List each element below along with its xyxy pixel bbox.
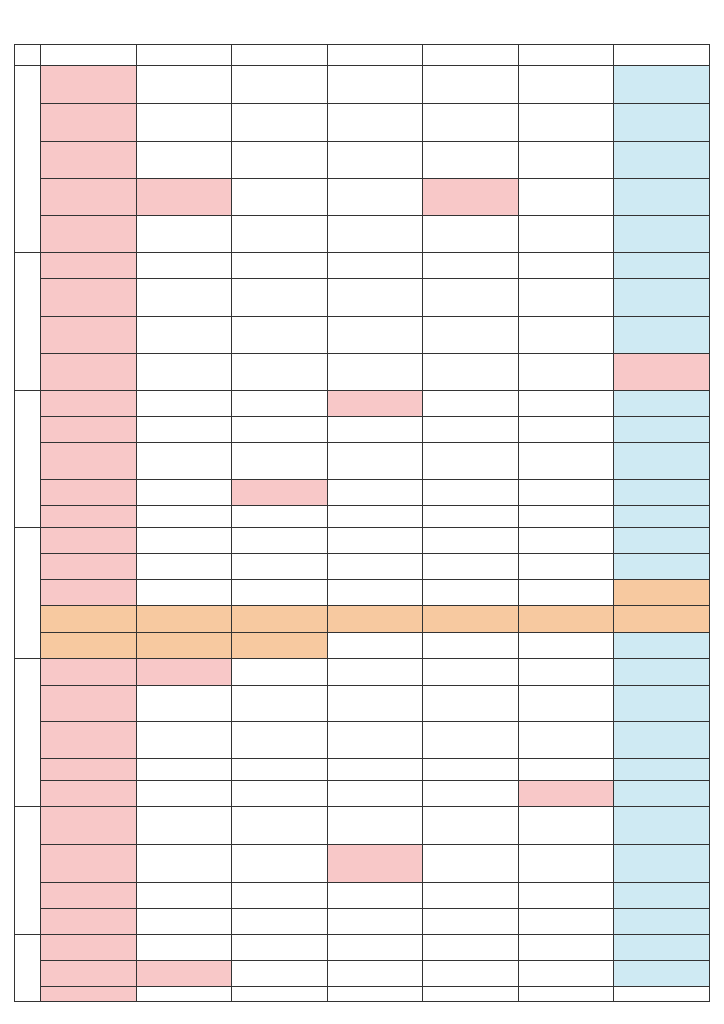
day-cell — [518, 722, 614, 759]
week-row — [15, 633, 710, 659]
day-cell — [232, 216, 328, 253]
day-cell — [518, 579, 614, 605]
day-cell — [232, 605, 328, 632]
day-cell — [327, 142, 423, 179]
day-cell — [423, 633, 519, 659]
day-cell — [518, 780, 614, 806]
day-cell — [423, 605, 519, 632]
week-row — [15, 605, 710, 632]
day-cell — [136, 317, 232, 354]
day-cell — [423, 759, 519, 780]
week-row — [15, 659, 710, 685]
day-cell — [232, 416, 328, 442]
day-cell — [614, 553, 710, 579]
day-cell — [614, 579, 710, 605]
day-cell — [518, 354, 614, 391]
day-cell — [614, 685, 710, 722]
day-cell — [614, 987, 710, 1002]
day-cell — [136, 527, 232, 553]
day-cell — [136, 579, 232, 605]
day-cell — [232, 987, 328, 1002]
corner-cell — [15, 45, 41, 66]
day-cell — [518, 633, 614, 659]
week-row — [15, 579, 710, 605]
day-cell — [41, 961, 137, 987]
day-cell — [614, 506, 710, 527]
day-cell — [232, 317, 328, 354]
weekday-header — [423, 45, 519, 66]
day-cell — [232, 882, 328, 908]
day-cell — [423, 66, 519, 104]
week-row — [15, 216, 710, 253]
day-cell — [614, 354, 710, 391]
day-cell — [614, 605, 710, 632]
day-cell — [136, 633, 232, 659]
day-cell — [614, 722, 710, 759]
day-cell — [136, 479, 232, 505]
day-cell — [327, 527, 423, 553]
day-cell — [518, 553, 614, 579]
day-cell — [518, 390, 614, 416]
day-cell — [136, 416, 232, 442]
day-cell — [232, 633, 328, 659]
day-cell — [232, 685, 328, 722]
day-cell — [423, 354, 519, 391]
day-cell — [232, 66, 328, 104]
day-cell — [327, 722, 423, 759]
day-cell — [423, 579, 519, 605]
day-cell — [423, 908, 519, 934]
week-row — [15, 252, 710, 278]
day-cell — [327, 252, 423, 278]
day-cell — [327, 104, 423, 142]
day-cell — [423, 279, 519, 317]
week-row — [15, 722, 710, 759]
week-row — [15, 780, 710, 806]
day-cell — [327, 987, 423, 1002]
day-cell — [41, 908, 137, 934]
week-row — [15, 66, 710, 104]
day-cell — [41, 354, 137, 391]
weekday-header — [327, 45, 423, 66]
day-cell — [232, 579, 328, 605]
month-label — [15, 252, 41, 390]
month-label — [15, 935, 41, 1002]
day-cell — [423, 142, 519, 179]
day-cell — [136, 908, 232, 934]
day-cell — [423, 527, 519, 553]
weekday-header — [614, 45, 710, 66]
day-cell — [327, 66, 423, 104]
day-cell — [327, 479, 423, 505]
day-cell — [327, 882, 423, 908]
day-cell — [423, 553, 519, 579]
day-cell — [136, 443, 232, 480]
day-cell — [518, 844, 614, 882]
day-cell — [518, 179, 614, 216]
day-cell — [232, 780, 328, 806]
day-cell — [614, 252, 710, 278]
week-row — [15, 416, 710, 442]
weekday-header — [518, 45, 614, 66]
week-row — [15, 279, 710, 317]
day-cell — [423, 659, 519, 685]
week-row — [15, 908, 710, 934]
day-cell — [614, 806, 710, 844]
day-cell — [232, 553, 328, 579]
day-cell — [136, 216, 232, 253]
day-cell — [41, 605, 137, 632]
day-cell — [518, 216, 614, 253]
week-row — [15, 479, 710, 505]
day-cell — [41, 104, 137, 142]
week-row — [15, 506, 710, 527]
month-label — [15, 390, 41, 527]
week-row — [15, 553, 710, 579]
day-cell — [136, 659, 232, 685]
day-cell — [41, 882, 137, 908]
day-cell — [327, 579, 423, 605]
week-row — [15, 104, 710, 142]
day-cell — [614, 279, 710, 317]
day-cell — [327, 179, 423, 216]
day-cell — [614, 142, 710, 179]
day-cell — [614, 216, 710, 253]
day-cell — [41, 844, 137, 882]
day-cell — [136, 780, 232, 806]
day-cell — [614, 780, 710, 806]
week-row — [15, 390, 710, 416]
day-cell — [41, 759, 137, 780]
day-cell — [232, 279, 328, 317]
day-cell — [41, 317, 137, 354]
day-cell — [614, 104, 710, 142]
day-cell — [423, 390, 519, 416]
day-cell — [518, 961, 614, 987]
day-cell — [614, 844, 710, 882]
day-cell — [41, 806, 137, 844]
day-cell — [423, 179, 519, 216]
day-cell — [518, 443, 614, 480]
day-cell — [327, 685, 423, 722]
day-cell — [518, 66, 614, 104]
week-row — [15, 142, 710, 179]
day-cell — [41, 685, 137, 722]
day-cell — [41, 252, 137, 278]
day-cell — [41, 66, 137, 104]
day-cell — [614, 179, 710, 216]
week-row — [15, 961, 710, 987]
weekday-header — [136, 45, 232, 66]
day-cell — [327, 553, 423, 579]
day-cell — [136, 806, 232, 844]
day-cell — [327, 317, 423, 354]
day-cell — [423, 935, 519, 961]
day-cell — [41, 179, 137, 216]
day-cell — [423, 961, 519, 987]
day-cell — [614, 633, 710, 659]
day-cell — [423, 506, 519, 527]
day-cell — [518, 142, 614, 179]
day-cell — [423, 780, 519, 806]
day-cell — [327, 908, 423, 934]
day-cell — [614, 66, 710, 104]
week-row — [15, 354, 710, 391]
day-cell — [614, 527, 710, 553]
day-cell — [518, 104, 614, 142]
day-cell — [518, 605, 614, 632]
day-cell — [518, 806, 614, 844]
day-cell — [327, 759, 423, 780]
day-cell — [41, 142, 137, 179]
day-cell — [232, 806, 328, 844]
day-cell — [41, 506, 137, 527]
day-cell — [518, 279, 614, 317]
day-cell — [232, 390, 328, 416]
day-cell — [518, 252, 614, 278]
day-cell — [232, 142, 328, 179]
day-cell — [136, 354, 232, 391]
day-cell — [518, 416, 614, 442]
day-cell — [136, 104, 232, 142]
day-cell — [232, 935, 328, 961]
day-cell — [232, 443, 328, 480]
day-cell — [423, 844, 519, 882]
day-cell — [41, 987, 137, 1002]
day-cell — [518, 685, 614, 722]
day-cell — [614, 935, 710, 961]
day-cell — [327, 506, 423, 527]
day-cell — [136, 882, 232, 908]
day-cell — [423, 104, 519, 142]
week-row — [15, 987, 710, 1002]
week-row — [15, 935, 710, 961]
day-cell — [423, 685, 519, 722]
day-cell — [327, 416, 423, 442]
day-cell — [41, 780, 137, 806]
day-cell — [232, 759, 328, 780]
weekday-header — [41, 45, 137, 66]
day-cell — [327, 279, 423, 317]
week-row — [15, 527, 710, 553]
day-cell — [41, 935, 137, 961]
day-cell — [423, 479, 519, 505]
day-cell — [423, 252, 519, 278]
day-cell — [41, 216, 137, 253]
day-cell — [423, 722, 519, 759]
week-row — [15, 179, 710, 216]
day-cell — [232, 844, 328, 882]
day-cell — [136, 935, 232, 961]
day-cell — [41, 443, 137, 480]
day-cell — [518, 935, 614, 961]
month-label — [15, 527, 41, 659]
day-cell — [423, 806, 519, 844]
day-cell — [41, 722, 137, 759]
week-row — [15, 882, 710, 908]
day-cell — [41, 416, 137, 442]
day-cell — [232, 527, 328, 553]
week-row — [15, 685, 710, 722]
day-cell — [136, 179, 232, 216]
day-cell — [41, 279, 137, 317]
day-cell — [518, 506, 614, 527]
day-cell — [327, 633, 423, 659]
day-cell — [232, 179, 328, 216]
day-cell — [518, 882, 614, 908]
day-cell — [327, 961, 423, 987]
day-cell — [327, 935, 423, 961]
day-cell — [327, 780, 423, 806]
day-cell — [136, 685, 232, 722]
weekday-header — [232, 45, 328, 66]
day-cell — [136, 252, 232, 278]
day-cell — [327, 659, 423, 685]
day-cell — [232, 908, 328, 934]
day-cell — [614, 659, 710, 685]
day-cell — [136, 605, 232, 632]
week-row — [15, 806, 710, 844]
day-cell — [423, 317, 519, 354]
day-cell — [136, 66, 232, 104]
day-cell — [232, 722, 328, 759]
week-row — [15, 443, 710, 480]
day-cell — [232, 961, 328, 987]
day-cell — [327, 443, 423, 480]
day-cell — [518, 759, 614, 780]
day-cell — [41, 553, 137, 579]
day-cell — [232, 659, 328, 685]
week-row — [15, 844, 710, 882]
day-cell — [614, 759, 710, 780]
day-cell — [518, 317, 614, 354]
day-cell — [614, 390, 710, 416]
day-cell — [136, 553, 232, 579]
day-cell — [136, 844, 232, 882]
day-cell — [423, 882, 519, 908]
day-cell — [136, 759, 232, 780]
day-cell — [614, 908, 710, 934]
day-cell — [136, 506, 232, 527]
month-label — [15, 66, 41, 253]
day-cell — [327, 844, 423, 882]
day-cell — [614, 416, 710, 442]
week-row — [15, 759, 710, 780]
day-cell — [327, 806, 423, 844]
day-cell — [423, 987, 519, 1002]
day-cell — [232, 104, 328, 142]
day-cell — [327, 216, 423, 253]
day-cell — [41, 579, 137, 605]
calendar-table — [14, 44, 710, 1002]
month-label — [15, 806, 41, 934]
day-cell — [232, 252, 328, 278]
calendar-table-container — [14, 44, 710, 1002]
day-cell — [232, 506, 328, 527]
day-cell — [423, 416, 519, 442]
day-cell — [41, 390, 137, 416]
day-cell — [614, 961, 710, 987]
day-cell — [614, 443, 710, 480]
day-cell — [614, 479, 710, 505]
day-cell — [327, 354, 423, 391]
day-cell — [136, 279, 232, 317]
day-cell — [327, 605, 423, 632]
month-label — [15, 659, 41, 806]
day-cell — [423, 443, 519, 480]
day-cell — [518, 659, 614, 685]
day-cell — [232, 354, 328, 391]
day-cell — [614, 882, 710, 908]
day-cell — [136, 961, 232, 987]
day-cell — [518, 987, 614, 1002]
day-cell — [136, 142, 232, 179]
day-cell — [41, 527, 137, 553]
day-cell — [423, 216, 519, 253]
day-cell — [136, 722, 232, 759]
day-cell — [518, 527, 614, 553]
day-cell — [41, 633, 137, 659]
day-cell — [518, 908, 614, 934]
day-cell — [518, 479, 614, 505]
day-cell — [41, 659, 137, 685]
day-cell — [327, 390, 423, 416]
day-cell — [614, 317, 710, 354]
day-cell — [136, 390, 232, 416]
day-cell — [41, 479, 137, 505]
day-cell — [136, 987, 232, 1002]
day-cell — [232, 479, 328, 505]
week-row — [15, 317, 710, 354]
